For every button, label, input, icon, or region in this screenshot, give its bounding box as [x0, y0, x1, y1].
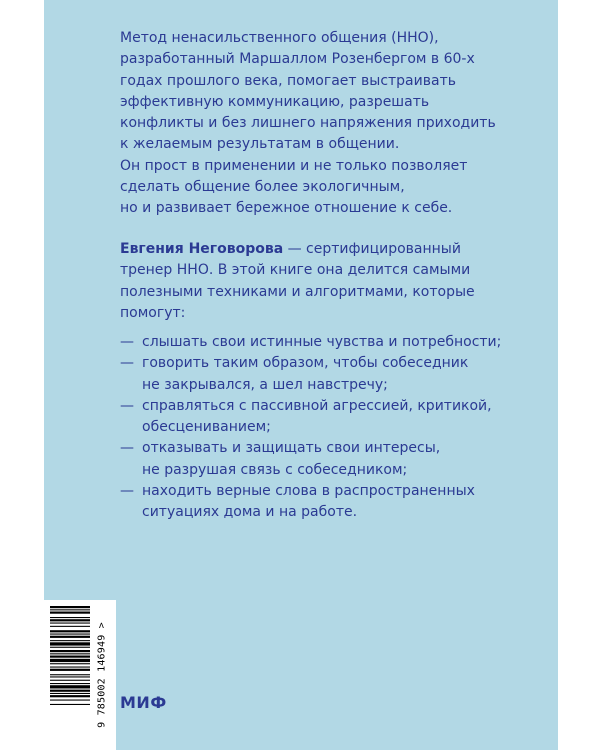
author-paragraph	[120, 239, 520, 324]
barcode-bar	[50, 693, 90, 694]
list-dash: —	[120, 355, 134, 372]
text-line: справляться с пассивной агрессией, критикой,	[142, 397, 492, 414]
barcode-bar	[50, 653, 90, 654]
text-line: обесцениванием;	[142, 419, 271, 436]
isbn-text: 9 785002 146949 >	[96, 622, 108, 728]
benefits-list	[120, 332, 501, 524]
barcode-bar	[50, 650, 90, 652]
list-dash: —	[120, 334, 134, 350]
text-line: тренер ННО. В этой книге она делится самыми	[120, 262, 471, 279]
text-line: не закрывался, а шел навстречу;	[142, 376, 388, 393]
barcode-bar	[50, 663, 90, 664]
barcode-bar	[50, 640, 90, 641]
list-item	[120, 353, 501, 396]
barcode-bar	[50, 623, 90, 624]
barcode-bar	[50, 656, 90, 658]
text-line: не разрушая связь с собеседником;	[142, 461, 408, 478]
barcode-bar	[50, 674, 90, 675]
list-item	[120, 438, 501, 481]
barcode-bar	[50, 669, 90, 671]
barcode-bar	[50, 690, 90, 692]
text-line: помогут:	[120, 304, 186, 321]
list-dash: —	[120, 483, 134, 500]
text-line: говорить таким образом, чтобы собеседник	[142, 355, 469, 372]
list-dash: —	[120, 397, 134, 414]
barcode-bar	[50, 659, 90, 662]
barcode-bar	[50, 636, 90, 638]
barcode-bar	[50, 630, 90, 632]
barcode-bar	[50, 680, 90, 681]
publisher-logo: МИФ	[120, 693, 167, 712]
text-line: Он прост в применении и не только позволяет	[120, 157, 468, 174]
description-paragraph	[120, 28, 520, 220]
barcode-bar	[50, 606, 90, 608]
barcode-bar	[50, 676, 90, 677]
barcode-bar	[50, 685, 90, 688]
text-line	[120, 239, 520, 260]
barcode-bar	[50, 695, 90, 697]
text-line: Метод ненасильственного общения (ННО),	[120, 30, 439, 46]
text-line: ситуациях дома и на работе.	[142, 504, 358, 521]
author-description: — сертифицированный	[283, 241, 461, 257]
barcode-bar	[50, 667, 90, 668]
list-item	[120, 332, 501, 353]
barcode-bar	[50, 609, 90, 610]
text-line: эффективную коммуникацию, разрешать	[120, 93, 430, 110]
barcode-bar	[50, 647, 90, 648]
barcode-bar	[50, 642, 90, 645]
text-line: слышать свои истинные чувства и потребности;	[142, 334, 502, 350]
list-dash: —	[120, 440, 134, 457]
text-line: отказывать и защищать свои интересы,	[142, 440, 441, 457]
author-name: Евгения Неговорова	[120, 241, 284, 257]
text-line: конфликты и без лишнего напряжения приходить	[120, 115, 496, 132]
barcode-bar	[50, 683, 90, 684]
text-line: сделать общение более экологичным,	[120, 179, 405, 196]
text-line: разработанный Маршаллом Розенбергом в 60-х	[120, 51, 475, 68]
text-line: полезными техниками и алгоритмами, которые	[120, 283, 475, 300]
text-line: к желаемым результатам в общении.	[120, 136, 400, 153]
text-line: годах прошлого века, помогает выстраивать	[120, 72, 456, 89]
barcode-bar	[50, 704, 90, 705]
barcode-bar	[50, 619, 90, 621]
list-item	[120, 481, 501, 524]
isbn-digits	[92, 600, 112, 750]
barcode-bar	[50, 700, 90, 701]
barcode-bar	[50, 612, 90, 614]
barcode-bar	[50, 626, 90, 627]
list-item	[120, 396, 501, 439]
text-line: находить верные слова в распространенных	[142, 483, 475, 500]
text-line: но и развивает бережное отношение к себе.	[120, 200, 453, 217]
barcode-bar	[50, 617, 90, 618]
barcode-bar	[50, 634, 90, 635]
